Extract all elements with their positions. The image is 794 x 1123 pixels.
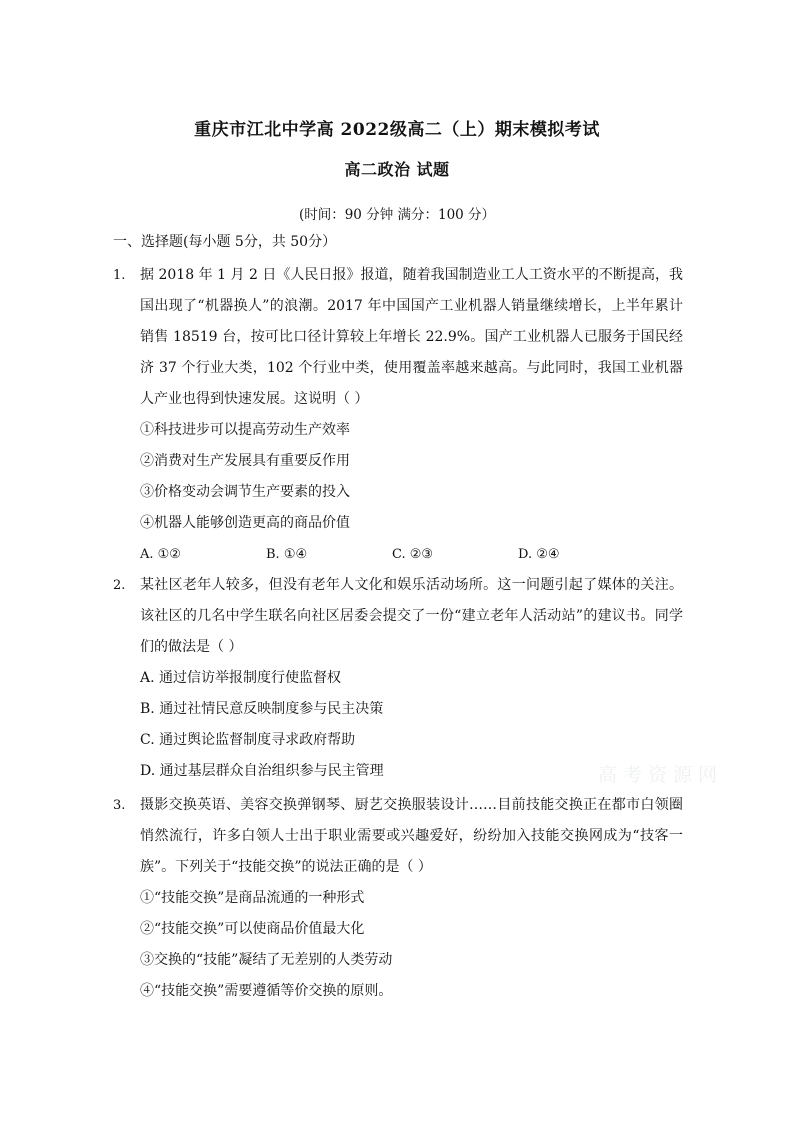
choice-d: D. 通过基层群众自治组织参与民主管理	[140, 763, 384, 779]
statement-item: ③交换的“技能”凝结了无差别的人类劳动	[140, 952, 393, 968]
watermark: 高考资源网	[598, 764, 724, 786]
statement-item: ①科技进步可以提高劳动生产效率	[140, 422, 350, 438]
question-1	[113, 260, 683, 570]
question-3	[113, 790, 683, 1007]
question-stem: 据 2018 年 1 月 2 日《人民日报》报道，随着我国制造业工人工资水平的不断提高，我国出现了“机器换人”的浪潮。2017 年中国国产工业机器人销量继续增长，上半年累计销售 18519 台，按可比口径计算较上年增长 22.9%。国产工业机器人已服务于国民经济 37 个行业大类，102 个行业中类，使用覆盖率越来越高。与此同时，我国工业机器人产业也得到快速发展。这说明（ ）	[140, 267, 683, 407]
choice-b: B. ①④	[266, 547, 308, 562]
choice-c: C. ②③	[392, 547, 434, 562]
question-2	[113, 570, 683, 787]
exam-subtitle: 高二政治 试题	[344, 160, 450, 179]
statement-item: ④“技能交换”需要遵循等价交换的原则。	[140, 983, 393, 999]
exam-meta: (时间：90 分钟 满分：100 分）	[298, 207, 496, 223]
question-stem: 某社区老年人较多，但没有老年人文化和娱乐活动场所。这一问题引起了媒体的关注。该社区的几名中学生联名向社区居委会提交了一份“建立老年人活动站”的建议书。同学们的做法是（ ）	[140, 577, 683, 655]
statement-item: ①“技能交换”是商品流通的一种形式	[140, 890, 365, 906]
statement-item: ④机器人能够创造更高的商品价值	[140, 515, 350, 531]
statement-item: ②“技能交换”可以使商品价值最大化	[140, 921, 365, 937]
choice-d: D. ②④	[518, 547, 560, 562]
question-number: 2.	[113, 578, 126, 593]
question-number: 3.	[113, 798, 126, 813]
choice-a: A. 通过信访举报制度行使监督权	[140, 670, 342, 686]
statement-item: ③价格变动会调节生产要素的投入	[140, 484, 350, 500]
choice-b: B. 通过社情民意反映制度参与民主决策	[140, 701, 384, 717]
question-number: 1.	[113, 268, 126, 283]
section-heading: 一、选择题(每小题 5分，共 50分）	[113, 234, 337, 250]
answer-choices	[140, 539, 683, 570]
question-stem: 摄影交换英语、美容交换弹钢琴、厨艺交换服装设计……目前技能交换正在都市白领圈悄然流行，许多白领人士出于职业需要或兴趣爱好，纷纷加入技能交换网成为“技客一族”。下列关于“技能交换”的说法正确的是（ ）	[140, 797, 683, 875]
exam-title: 重庆市江北中学高 2022级高二（上）期末模拟考试	[194, 120, 600, 140]
choice-c: C. 通过舆论监督制度寻求政府帮助	[140, 732, 356, 748]
choice-a: A. ①②	[140, 547, 181, 562]
statement-item: ②消费对生产发展具有重要反作用	[140, 453, 350, 469]
